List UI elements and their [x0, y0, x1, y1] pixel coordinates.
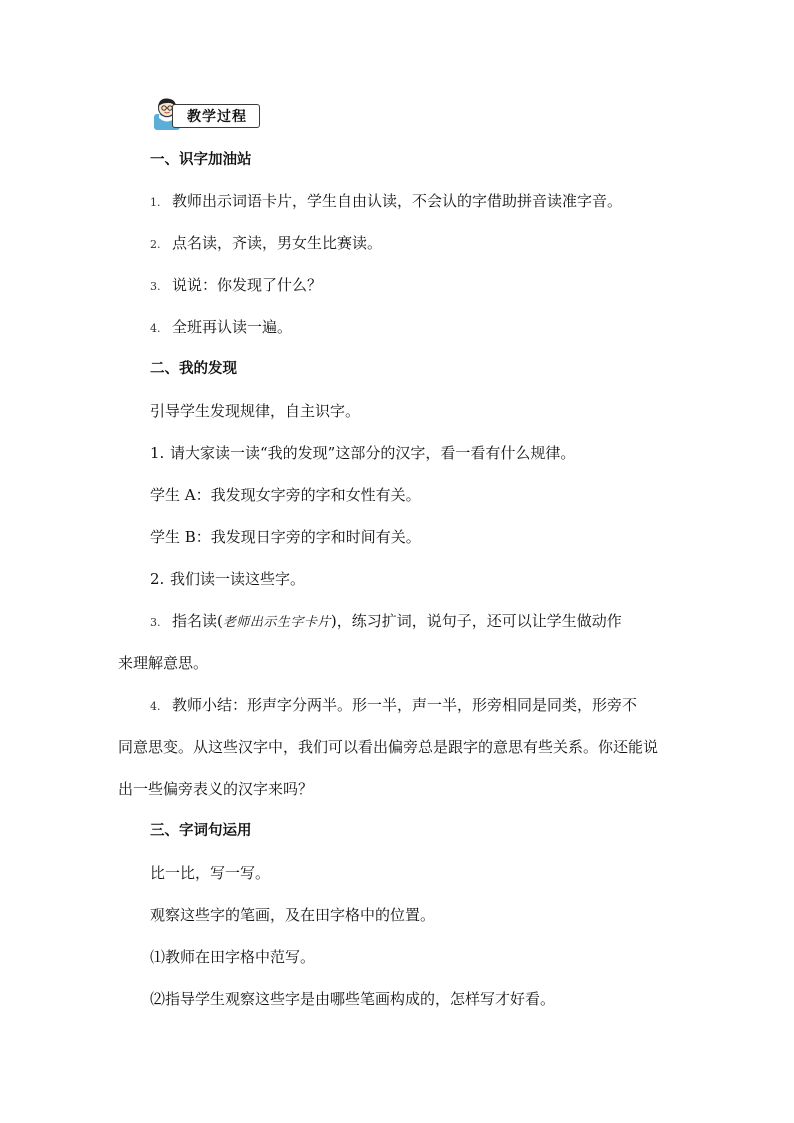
section3-line-1: 比一比，写一写。 [150, 864, 271, 882]
item-note: 老师出示生字卡片 [222, 615, 331, 630]
section2-intro: 引导学生发现规律，自主识字。 [150, 402, 361, 420]
section3-step-1: ⑴教师在田字格中范写。 [150, 948, 316, 966]
item-number: 1. [150, 196, 161, 209]
section2-item-1 [150, 443, 575, 463]
student-b-answer: 学生 B：我发现日字旁的字和时间有关。 [150, 528, 421, 546]
section2-item-4-line1 [150, 695, 637, 717]
section3-line-2: 观察这些字的笔画，及在田字格中的位置。 [150, 906, 436, 924]
section2-item-3-cont: 来理解意思。 [118, 654, 209, 672]
item-text: 我们读一读这些字。 [170, 570, 306, 588]
section2-item-3 [150, 611, 622, 633]
section1-item-4 [150, 317, 292, 339]
student-a-answer: 学生 A：我发现女字旁的字和女性有关。 [150, 486, 421, 504]
item-text-pre: 指名读( [172, 612, 223, 630]
item-text: 教师出示词语卡片，学生自由认读，不会认的字借助拼音读准字音。 [172, 192, 623, 210]
item-number: 4. [150, 700, 161, 713]
section3-heading: 三、字词句运用 [150, 823, 252, 839]
item-number: 4. [150, 322, 161, 335]
item-number: 2. [150, 570, 165, 588]
section1-item-1 [150, 191, 622, 213]
section2-heading: 二、我的发现 [150, 361, 237, 377]
item-number: 3. [150, 280, 161, 293]
item-text: 全班再认读一遍。 [172, 318, 293, 336]
item-number: 2. [150, 238, 161, 251]
item-text: 请大家读一读“我的发现”这部分的汉字，看一看有什么规律。 [170, 444, 576, 462]
item-text: 说说：你发现了什么？ [172, 276, 323, 294]
item-number: 1. [150, 444, 165, 462]
section2-item-2 [150, 569, 305, 589]
section2-item-4-line3: 出一些偏旁表义的汉字来吗？ [118, 780, 314, 798]
item-text: 点名读，齐读，男女生比赛读。 [172, 234, 383, 252]
section1-item-2 [150, 233, 382, 255]
badge-label: 教学过程 [187, 109, 247, 125]
section-badge [150, 96, 262, 132]
section1-item-3 [150, 275, 322, 297]
section2-item-4-line2: 同意思变。从这些汉字中，我们可以看出偏旁总是跟字的意思有些关系。你还能说 [118, 738, 659, 756]
section1-heading: 一、识字加油站 [150, 152, 252, 168]
section3-step-2: ⑵指导学生观察这些字是由哪些笔画构成的，怎样写才好看。 [150, 990, 556, 1008]
item-number: 3. [150, 616, 161, 629]
badge-frame [172, 104, 260, 128]
item-text-post: )，练习扩词，说句子，还可以让学生做动作 [330, 612, 622, 630]
item-text: 教师小结：形声字分两半。形一半，声一半，形旁相同是同类，形旁不 [172, 696, 638, 714]
